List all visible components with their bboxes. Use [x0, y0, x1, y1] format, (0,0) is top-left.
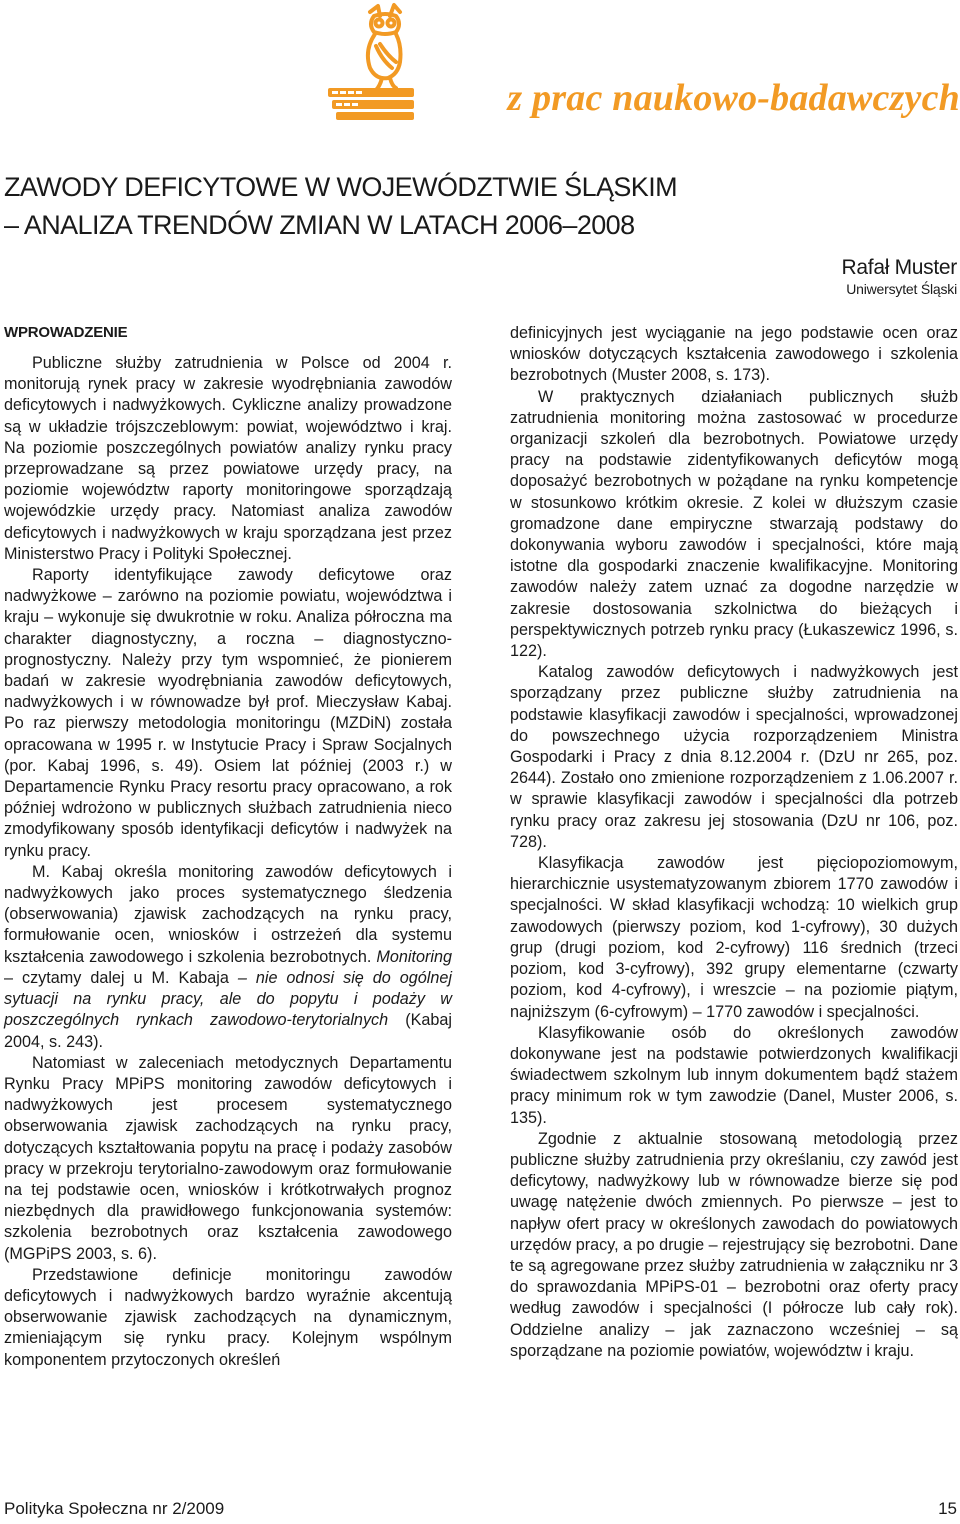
article-title: [4, 168, 904, 244]
section-heading: WPROWADZENIE: [4, 324, 128, 341]
italic-run: – nie odnosi się do ogólnej sytuacji na rynku pracy, ale do popytu i podaży w poszczególnych rynkach zawodowo-terytorialnych: [4, 968, 452, 1030]
italic-run: Monitoring: [376, 947, 452, 966]
paragraph: Klasyfikacja zawodów jest pięciopoziomowym, hierarchicznie usystematyzowanym zbiorem 1770 zawodów i specjalności. W skład klasyfikacji wchodzą: 10 wielkich grup zawodowych (pierwszy poziom, kod 1-cyfrowy), 30 dużych grup (drugi poziom, kod 2-cyfrowy) 116 średnich (trzeci poziom, kod 3-cyfrowy), 392 grupy elementarne (czwarty poziom, kod 4-cyfrowy), i wreszcie – na poziomie piątym, najniższym (6-cyfrowym) – 1770 zawodów i specjalności.: [510, 854, 958, 1021]
text-run: M. Kabaj określa monitoring zawodów deficytowych i nadwyżkowych jako proces systematycznego śledzenia (obserwowania) zjawisk zachodzących na rynku pracy, formułowanie ocen, wniosków i ostrzeżeń dla systemu kształcenia zawodowego i szkolenia bezrobotnych.: [4, 862, 452, 966]
paragraph: definicyjnych jest wyciąganie na jego podstawie ocen oraz wniosków dotyczących kształcenia zawodowego i szkolenia bezrobotnych (Muster 2008, s. 173).: [510, 324, 958, 385]
title-line-1: ZAWODY DEFICYTOWE W WOJEWÓDZTWIE ŚLĄSKIM: [4, 172, 678, 202]
text-run: – czytamy dalej u M. Kabaja: [4, 968, 238, 987]
paragraph: Publiczne służby zatrudnienia w Polsce od 2004 r. monitorują rynek pracy w zakresie wyodrębniania zawodów deficytowych i nadwyżkowych. Cykliczne analizy prowadzone są w układzie trójszczeblowym: powiat, województwo i kraj. Na poziomie poszczególnych powiatów analizy rynku pracy przeprowadzane są przez powiatowe urzędy pracy, na poziomie województw raporty monitoringowe sporządzają wojewódzkie urzędy pracy. Natomiast analiza zawodów deficytowych i nadwyżkowych w kraju sporządzana jest przez Ministerstwo Pracy i Polityki Społecznej.: [4, 354, 452, 563]
paragraph: Raporty identyfikujące zawody deficytowe oraz nadwyżkowe – zarówno na poziomie powiatu, województwa i kraju – wykonuje się dwukrotnie w roku. Analiza półroczna ma charakter diagnostyczny, a roczna – diagnostyczno-prognostyczny. Należy przy tym wspomnieć, że pionierem badań w zakresie wyodrębniania zawodów deficytowych, nadwyżkowych i w równowadze był prof. Mieczysław Kabaj. Po raz pierwszy metodologia monitoringu (MZDiN) została opracowana w 1995 r. w Instytucie Pracy i Spraw Socjalnych (por. Kabaj 1996, s. 49). Osiem lat później (2003 r.) w Departamencie Rynku Pracy resortu pracy opracowano, a rok później wdrożono w publicznych służbach zatrudnienia nieco zmodyfikowany sposób identyfikacji deficytów i nadwyżek na rynku pracy.: [4, 566, 452, 860]
paragraph: Katalog zawodów deficytowych i nadwyżkowych jest sporządzany przez publiczne służby zatrudnienia na podstawie klasyfikacji zawodów i specjalności, wprowadzonej do powszechnego użycia rozporządzeniem Ministra Gospodarki i Pracy z dnia 8.12.2004 r. (DzU nr 265, poz. 2644). Zostało ono zmienione rozporządzeniem z 1.06.2007 r. w sprawie klasyfikacji zawodów i specjalności dla potrzeb rynku pracy oraz zakresu jej stosowania (DzU nr 106, poz. 728).: [510, 663, 958, 851]
page-number: 15: [938, 1499, 957, 1518]
text-run: (Kabaj 2004, s. 243).: [4, 1011, 452, 1051]
paragraph: Zgodnie z aktualnie stosowaną metodologią przez publiczne służby zatrudnienia przy określaniu, czy zawód jest deficytowy, nadwyżkowy lub w równowadze bierze się pod uwagę natężenie dwóch zmiennych. Po pierwsze – jest to napływ ofert pracy w określonych zawodach do powiatowych urzędów pracy, a po drugie – rejestrujący się bezrobotni. Dane te są agregowane przez służby zatrudnienia w załączniku nr 3 do sprawozdania MPiPS-01 – bezrobotni oraz oferty pracy według zawodów i specjalności (I półrocze lub cały rok). Oddzielne analizy – jak zaznaczono wcześniej – są sporządzane na poziomie powiatów, województw i kraju.: [510, 1129, 958, 1360]
paragraph: Natomiast w zaleceniach metodycznych Departamentu Rynku Pracy MPiPS monitoring zawodów deficytowych i nadwyżkowych jest procesem systematycznego obserwowania zjawisk zachodzących na rynku pracy, dotyczących kształtowania popytu na pracę i podaży zasobów pracy w przekroju terytorialno-zawodowym oraz formułowanie na tej podstawie ocen, wniosków i krótkotrwałych prognoz niezbędnych dla prawidłowego funkcjonowania systemów: szkolenia bezrobotnych oraz kształcenia zawodowego (MGPiPS 2003, s. 6).: [4, 1053, 452, 1263]
paragraph: W praktycznych działaniach publicznych służb zatrudnienia monitoring można zastosować w procedurze organizacji szkoleń dla bezrobotnych. Powiatowe urzędy pracy na podstawie zidentyfikowanych deficytów mogą doposażyć bezrobotnych w pożądane na rynku kompetencje w stosunkowo krótkim okresie. Z kolei w dłuższym czasie gromadzone dane empiryczne stwarzają podstawy do dokonywania wyboru zawodów i specjalności, które mają istotne dla gospodarki znaczenie kwalifikacyjne. Monitoring zawodów należy zatem uznać za dogodne narzędzie w zakresie dostosowania szkolnictwa do bieżących i perspektywicznych potrzeb rynku pracy (Łukaszewicz 1996, s. 122).: [510, 387, 958, 661]
author-block: [842, 256, 957, 298]
left-column: [4, 323, 452, 1371]
paragraph: [4, 862, 452, 1053]
right-column: [510, 323, 958, 1362]
title-line-2: – ANALIZA TRENDÓW ZMIAN W LATACH 2006–2008: [4, 210, 635, 240]
author-name: Rafał Muster: [841, 256, 957, 279]
paragraph: Klasyfikowanie osób do określonych zawodów dokonywane jest na podstawie potwierdzonych kwalifikacji świadectwem szkolnym lub innym dokumentem bądź stażem pracy minimum rok w tym zawodzie (Danel, Muster 2006, s. 135).: [510, 1023, 958, 1127]
section-label: z prac naukowo-badawczych: [507, 77, 960, 119]
owl-on-books-icon: [318, 2, 420, 122]
journal-name: Polityka Społeczna nr 2/2009: [4, 1499, 225, 1518]
author-affiliation: Uniwersytet Śląski: [846, 281, 957, 297]
paragraph: Przedstawione definicje monitoringu zawodów deficytowych i nadwyżkowych bardzo wyraźnie akcentują obserwowanie zjawisk zachodzących na dynamicznym, zmieniającym się rynku pracy. Kolejnym wspólnym komponentem przytoczonych określeń: [4, 1265, 452, 1369]
